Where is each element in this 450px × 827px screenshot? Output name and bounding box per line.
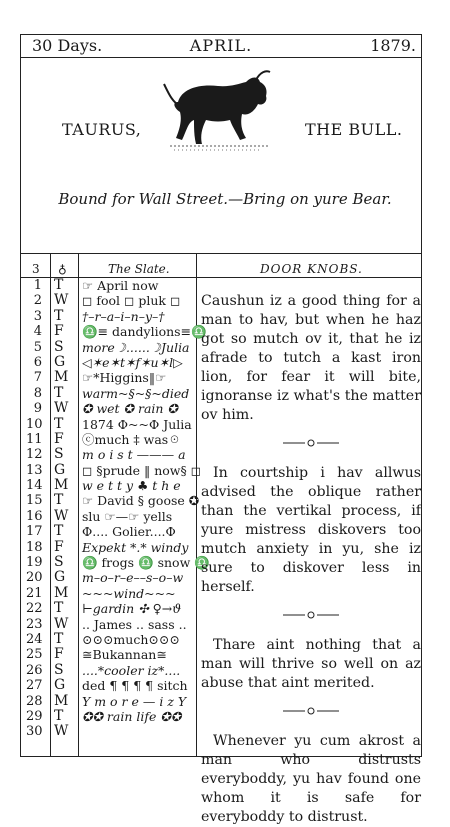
day-number: 20 bbox=[26, 570, 43, 586]
slate-entry: ☞ David § goose ✪ bbox=[82, 493, 200, 509]
knob-paragraph-2: In courtship i hav allwus advised the oblique rather than the vertikal process, if yure mistress diskovers too mutch anxiety in yu, she iz sure to diskover less in herself. bbox=[201, 465, 421, 595]
slate-entry: warm~§~§~died bbox=[82, 385, 190, 401]
weekday-letter: W bbox=[54, 723, 69, 740]
day-row bbox=[20, 401, 78, 416]
day-row bbox=[20, 340, 78, 355]
day-number: 22 bbox=[26, 601, 43, 617]
day-number: 24 bbox=[26, 631, 43, 647]
day-row bbox=[20, 586, 78, 601]
day-number: 1 bbox=[33, 278, 42, 293]
weekday-letter: M bbox=[54, 692, 69, 709]
day-row bbox=[20, 647, 78, 662]
day-row bbox=[20, 709, 78, 724]
day-number: 4 bbox=[33, 324, 42, 340]
slate-entry: ⊙⊙⊙much⊙⊙⊙ bbox=[82, 631, 180, 647]
weekday-letter: S bbox=[54, 661, 64, 678]
weekday-letter: T bbox=[54, 277, 64, 293]
day-row bbox=[20, 493, 78, 508]
weekday-letter: F bbox=[54, 646, 64, 663]
sign-name: TAURUS, bbox=[62, 120, 142, 139]
weekday-letter: G bbox=[54, 461, 66, 478]
day-number: 17 bbox=[26, 524, 43, 540]
knob-paragraph-1: Caushun iz a good thing for a man to hav, but when he haz got so mutch ov it, that he iz afrade to tutch a kast iron lion, for fear it will bite, ignoranse iz what's the matter ov him. bbox=[201, 293, 421, 423]
weekday-letter: M bbox=[54, 477, 69, 494]
weekday-letter: S bbox=[54, 554, 64, 571]
weekday-letter: G bbox=[54, 677, 66, 694]
slate-entry: ded ¶ ¶ ¶ ¶ sitch bbox=[82, 678, 188, 694]
day-number: 25 bbox=[26, 647, 43, 663]
slate-entry: .. James .. sass .. bbox=[82, 616, 187, 632]
slate-entry: ⊢gardin ✣ ♀→ϑ bbox=[82, 601, 182, 617]
motto: Bound for Wall Street.—Bring on yure Bear. bbox=[58, 190, 392, 208]
day-number: 26 bbox=[26, 662, 43, 678]
day-row bbox=[20, 663, 78, 678]
day-row bbox=[20, 509, 78, 524]
day-number: 3 bbox=[33, 308, 42, 324]
day-row bbox=[20, 309, 78, 324]
slate-entry: ♎≡ dandylions≡♎ bbox=[82, 324, 207, 340]
day-row bbox=[20, 724, 78, 739]
slate-entry: ✪✪ rain life ✪✪ bbox=[82, 708, 182, 724]
ornament-divider bbox=[201, 701, 421, 720]
weekday-letter: T bbox=[54, 630, 64, 647]
day-row bbox=[20, 540, 78, 555]
day-number: 23 bbox=[26, 616, 43, 632]
slate-entry: w e t t y ♣ t h e bbox=[82, 478, 181, 494]
slate-entry: Φ.... Golier....Φ bbox=[82, 524, 176, 540]
day-number: 11 bbox=[26, 431, 43, 447]
section-rule bbox=[21, 253, 421, 254]
slate-entry: m–o–r–e––s–o–w bbox=[82, 570, 184, 586]
day-number: 28 bbox=[26, 693, 43, 709]
slate-entry: more☽......☽Julia bbox=[82, 339, 190, 355]
day-row bbox=[20, 617, 78, 632]
day-row bbox=[20, 386, 78, 401]
slate-entry: Υ m o r e — i z Υ bbox=[82, 693, 187, 709]
slate-entry: †–r–a–i–n–y–† bbox=[82, 308, 165, 324]
weekday-letter: T bbox=[54, 415, 64, 432]
slate-entry: ♎ frogs ♎ snow ♎ bbox=[82, 555, 210, 571]
weekday-letter: T bbox=[54, 492, 64, 509]
slate-entry: Expekt *.* windy bbox=[82, 539, 189, 555]
day-number: 15 bbox=[26, 493, 43, 509]
sign-meaning: THE BULL. bbox=[305, 120, 403, 139]
day-number: 5 bbox=[33, 339, 42, 355]
day-number: 6 bbox=[33, 354, 42, 370]
weekday-letter: F bbox=[54, 430, 64, 447]
day-row bbox=[20, 370, 78, 385]
day-number: 19 bbox=[26, 555, 43, 571]
day-row bbox=[20, 632, 78, 647]
weekday-letter: W bbox=[54, 615, 69, 632]
day-row bbox=[20, 432, 78, 447]
slate-entry: ~~~wind~~~ bbox=[82, 585, 176, 601]
door-knobs-column bbox=[201, 292, 421, 827]
day-number: 8 bbox=[33, 385, 42, 401]
day-number: 29 bbox=[26, 708, 43, 724]
col-head-num: 3 bbox=[32, 262, 40, 276]
weekday-letter: S bbox=[54, 338, 64, 355]
day-number: 18 bbox=[26, 539, 43, 555]
slate-entry: 1874 Φ~~Φ Julia bbox=[82, 416, 192, 432]
day-number: 2 bbox=[33, 293, 42, 309]
col-head-slate: The Slate. bbox=[108, 262, 170, 276]
weekday-letter: S bbox=[54, 446, 64, 463]
day-row bbox=[20, 324, 78, 339]
day-number: 14 bbox=[26, 478, 43, 494]
slate-entry: ....*cooler iz*.... bbox=[82, 662, 181, 678]
day-column bbox=[20, 278, 78, 740]
col-head-week: ♁ bbox=[58, 262, 67, 276]
ornament-divider bbox=[201, 433, 421, 452]
ornament-divider bbox=[201, 605, 421, 624]
slate-entry: slu ☞—☞ yells bbox=[82, 508, 173, 524]
day-number: 7 bbox=[33, 370, 42, 386]
day-row bbox=[20, 447, 78, 462]
day-row bbox=[20, 570, 78, 585]
weekday-letter: G bbox=[54, 353, 66, 370]
day-number: 12 bbox=[26, 447, 43, 463]
day-number: 27 bbox=[26, 678, 43, 694]
weekday-letter: F bbox=[54, 538, 64, 555]
weekday-letter: T bbox=[54, 707, 64, 724]
weekday-letter: W bbox=[54, 400, 69, 417]
day-number: 21 bbox=[26, 585, 43, 601]
day-row bbox=[20, 694, 78, 709]
day-row bbox=[20, 524, 78, 539]
slate-entry: m o i s t ——— a bbox=[82, 447, 186, 463]
weekday-letter: T bbox=[54, 307, 64, 324]
knob-paragraph-4: Whenever yu cum akrost a man who distrusts everyboddy, yu hav found one whom it is safe for everyboddy to distrust. bbox=[201, 733, 421, 825]
weekday-letter: M bbox=[54, 369, 69, 386]
slate-entry: ◻ §prude ‖ now§ ◻ bbox=[82, 462, 202, 478]
weekday-letter: W bbox=[54, 507, 69, 524]
day-row bbox=[20, 278, 78, 293]
weekday-letter: T bbox=[54, 384, 64, 401]
year: 1879. bbox=[370, 36, 416, 55]
day-row bbox=[20, 463, 78, 478]
day-row bbox=[20, 417, 78, 432]
weekday-letter: T bbox=[54, 600, 64, 617]
slate-entry: ⓒmuch ‡ was☉ bbox=[82, 431, 181, 447]
weekday-letter: W bbox=[54, 292, 69, 309]
month-title: APRIL. bbox=[189, 36, 253, 55]
slate-entry: ☞*Higgins‖☞ bbox=[82, 370, 167, 386]
day-row bbox=[20, 478, 78, 493]
day-row bbox=[20, 601, 78, 616]
slate-entry: ✪ wet ✪ rain ✪ bbox=[82, 401, 178, 417]
slate-entry: ☞ April now bbox=[82, 278, 159, 293]
day-row bbox=[20, 293, 78, 308]
slate-entry: ≅Bukannan≅ bbox=[82, 647, 167, 663]
page-header bbox=[20, 36, 422, 58]
column-divider-week bbox=[78, 254, 79, 757]
slate-entry: ◁✶e✶t✶f✶u✶l▷ bbox=[82, 354, 183, 370]
day-number: 10 bbox=[26, 416, 43, 432]
weekday-letter: T bbox=[54, 523, 64, 540]
weekday-letter: F bbox=[54, 323, 64, 340]
day-number: 13 bbox=[26, 462, 43, 478]
slate-column bbox=[82, 278, 210, 724]
weekday-letter: G bbox=[54, 569, 66, 586]
col-head-knobs: DOOR KNOBS. bbox=[260, 262, 363, 276]
day-number: 16 bbox=[26, 508, 43, 524]
day-row bbox=[20, 555, 78, 570]
knob-paragraph-3: Thare aint nothing that a man will thrive so well on az abuse that aint merited. bbox=[201, 637, 421, 691]
bull-illustration bbox=[160, 62, 278, 157]
slate-entry: ◻ fool ◻ pluk ◻ bbox=[82, 293, 181, 309]
day-row bbox=[20, 355, 78, 370]
day-row bbox=[20, 678, 78, 693]
column-header-rule bbox=[21, 277, 421, 278]
weekday-letter: M bbox=[54, 584, 69, 601]
day-number: 30 bbox=[26, 724, 43, 740]
day-number: 9 bbox=[33, 401, 42, 417]
days-count: 30 Days. bbox=[32, 36, 103, 55]
